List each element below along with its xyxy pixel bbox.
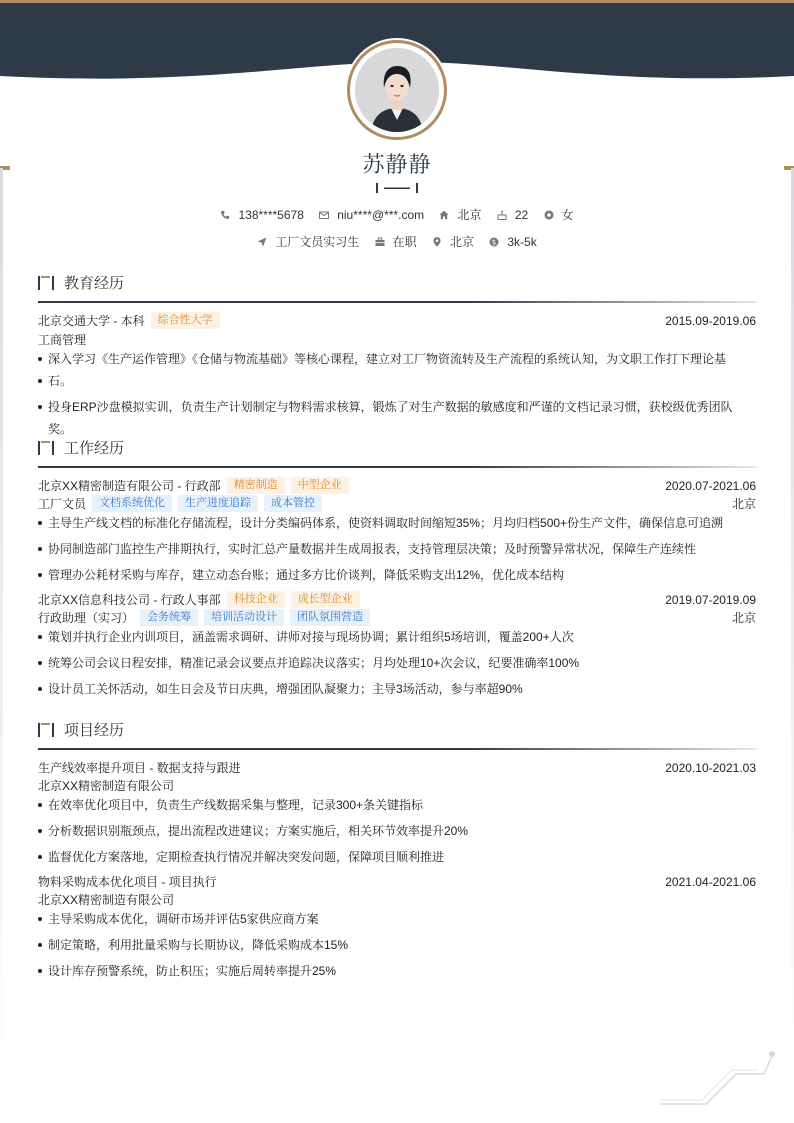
company-tag: 中型企业 — [291, 477, 349, 494]
project-header — [38, 873, 756, 890]
job-bullet: 主导生产线文档的标准化存储流程，设计分类编码体系，使资料调取时间缩短35%；月均归档500+份生产文件，确保信息可追溯 — [38, 512, 756, 534]
gender-icon — [544, 210, 554, 220]
education-rule — [38, 301, 756, 303]
mail-icon — [319, 210, 329, 220]
gender-text: 女 — [561, 208, 574, 222]
education-major-row — [38, 331, 756, 348]
company-tag: 精密制造 — [227, 477, 285, 494]
avatar — [347, 40, 447, 140]
city-item — [439, 206, 481, 223]
age-text: 22 — [514, 207, 529, 222]
project-company-row — [38, 777, 756, 794]
send-icon — [257, 237, 267, 247]
skill-tag: 会务统筹 — [140, 609, 198, 626]
money-icon — [489, 237, 499, 247]
name-divider — [376, 183, 418, 193]
education-bullet-continuation: 石。 — [38, 370, 756, 392]
job-bullet: 统筹公司会议日程安排，精准记录会议要点并追踪决议落实；月均处理10+次会议，纪要准确率100% — [38, 652, 756, 674]
phone-icon — [220, 210, 230, 220]
email-text: niu****@***.com — [337, 207, 425, 222]
location-pin-icon — [432, 237, 442, 247]
skill-tag: 培训活动设计 — [204, 609, 284, 626]
job-bullet: 管理办公耗材采购与库存，建立动态台账；通过多方比价谈判，降低采购支出12%，优化成本结构 — [38, 564, 756, 586]
target-city-item — [432, 233, 474, 250]
project-bullet: 分析数据识别瓶颈点，提出流程改进建议；方案实施后，相关环节效率提升20% — [38, 820, 756, 842]
svg-text:$: $ — [492, 238, 497, 247]
avatar-photo — [355, 48, 439, 132]
education-date: 2015.09-2019.06 — [665, 313, 756, 328]
project-name: 生产线效率提升项目 - 数据支持与跟进 — [38, 761, 241, 775]
project-name: 物料采购成本优化项目 - 项目执行 — [38, 875, 217, 889]
job-date: 2020.07-2021.06 — [665, 478, 756, 493]
projects-section-title — [38, 719, 124, 740]
project-bullet: 制定策略，利用批量采购与长期协议，降低采购成本15% — [38, 934, 756, 956]
left-border-line — [0, 168, 3, 1083]
projects-rule — [38, 748, 756, 750]
work-rule — [38, 466, 756, 468]
salary-text: 3k-5k — [507, 234, 537, 249]
home-icon — [439, 210, 449, 220]
skill-tag: 生产进度追踪 — [178, 495, 258, 512]
project-bullet: 主导采购成本优化，调研市场并评估5家供应商方案 — [38, 908, 756, 930]
project-company-row — [38, 891, 756, 908]
phone-item — [220, 208, 303, 222]
status-text: 在职 — [392, 235, 417, 249]
project-company: 北京XX精密制造有限公司 — [38, 893, 175, 907]
section-mark-icon — [38, 441, 56, 455]
project-bullet: 在效率优化项目中，负责生产线数据采集与整理，记录300+条关键指标 — [38, 794, 756, 816]
education-title-text: 教育经历 — [64, 275, 125, 292]
job-bullet: 协同制造部门监控生产排期执行，实时汇总产量数据并生成周报表，支持管理层决策；及时预警异常状况，保障生产连续性 — [38, 538, 756, 560]
job-city: 北京 — [731, 497, 756, 511]
school-tag: 综合性大学 — [151, 312, 220, 329]
job-position-row — [38, 495, 756, 512]
education-header — [38, 312, 756, 329]
target-city-text: 北京 — [450, 235, 475, 249]
school-line: 北京交通大学 - 本科 — [38, 314, 145, 328]
project-company: 北京XX精密制造有限公司 — [38, 779, 175, 793]
project-bullet: 监督优化方案落地，定期检查执行情况并解决突发问题，保障项目顺利推进 — [38, 846, 756, 868]
work-section-title — [38, 437, 124, 458]
cake-icon — [497, 210, 507, 220]
project-date: 2021.04-2021.06 — [665, 874, 756, 889]
section-mark-icon — [38, 276, 56, 290]
status-item — [375, 233, 417, 250]
project-date: 2020.10-2021.03 — [665, 760, 756, 775]
job-header — [38, 477, 756, 494]
education-major: 工商管理 — [38, 333, 87, 347]
work-title-text: 工作经历 — [64, 440, 125, 457]
education-bullet: 深入学习《生产运作管理》《仓储与物流基础》等核心课程，建立对工厂物资流转及生产流程的系统认知，为文职工作打下理论基 — [38, 348, 756, 370]
briefcase-icon — [375, 237, 385, 247]
job-intent-row — [0, 233, 794, 250]
job-position-row — [38, 609, 756, 626]
email-item — [319, 208, 424, 222]
candidate-name: 苏静静 — [362, 152, 432, 177]
job-target-text: 工厂文员实习生 — [275, 235, 360, 249]
corner-decoration — [656, 1048, 778, 1106]
skill-tag: 团队氛围营造 — [290, 609, 370, 626]
education-section-title — [38, 272, 124, 293]
job-bullet: 设计员工关怀活动，如生日会及节日庆典，增强团队凝聚力；主导3场活动，参与率超90% — [38, 678, 756, 700]
job-city: 北京 — [731, 611, 756, 625]
contact-row — [0, 206, 794, 223]
company-tag: 科技企业 — [227, 591, 285, 608]
job-date: 2019.07-2019.09 — [665, 592, 756, 607]
salary-item — [489, 235, 536, 249]
gender-item — [544, 206, 574, 223]
project-header — [38, 759, 756, 776]
job-position: 行政助理（实习） — [38, 611, 135, 625]
city-text: 北京 — [457, 208, 482, 222]
job-target-item — [257, 233, 359, 250]
job-position: 工厂文员 — [38, 497, 87, 511]
job-header — [38, 591, 756, 608]
phone-text: 138****5678 — [238, 207, 304, 222]
skill-tag: 文档系统优化 — [92, 495, 172, 512]
job-company: 北京XX信息科技公司 - 行政人事部 — [38, 593, 221, 607]
project-bullet: 设计库存预警系统，防止积压；实施后周转率提升25% — [38, 960, 756, 982]
skill-tag: 成本管控 — [264, 495, 322, 512]
projects-title-text: 项目经历 — [64, 722, 125, 739]
section-mark-icon — [38, 723, 56, 737]
age-item — [497, 208, 528, 222]
job-company: 北京XX精密制造有限公司 - 行政部 — [38, 479, 221, 493]
education-bullet: 投身ERP沙盘模拟实训，负责生产计划制定与物料需求核算，锻炼了对生产数据的敏感度和严谨的文档记录习惯，获校级优秀团队奖。 — [38, 396, 756, 440]
job-bullet: 策划并执行企业内训项目，涵盖需求调研、讲师对接与现场协调；累计组织5场培训，覆盖200+人次 — [38, 626, 756, 648]
company-tag: 成长型企业 — [291, 591, 360, 608]
